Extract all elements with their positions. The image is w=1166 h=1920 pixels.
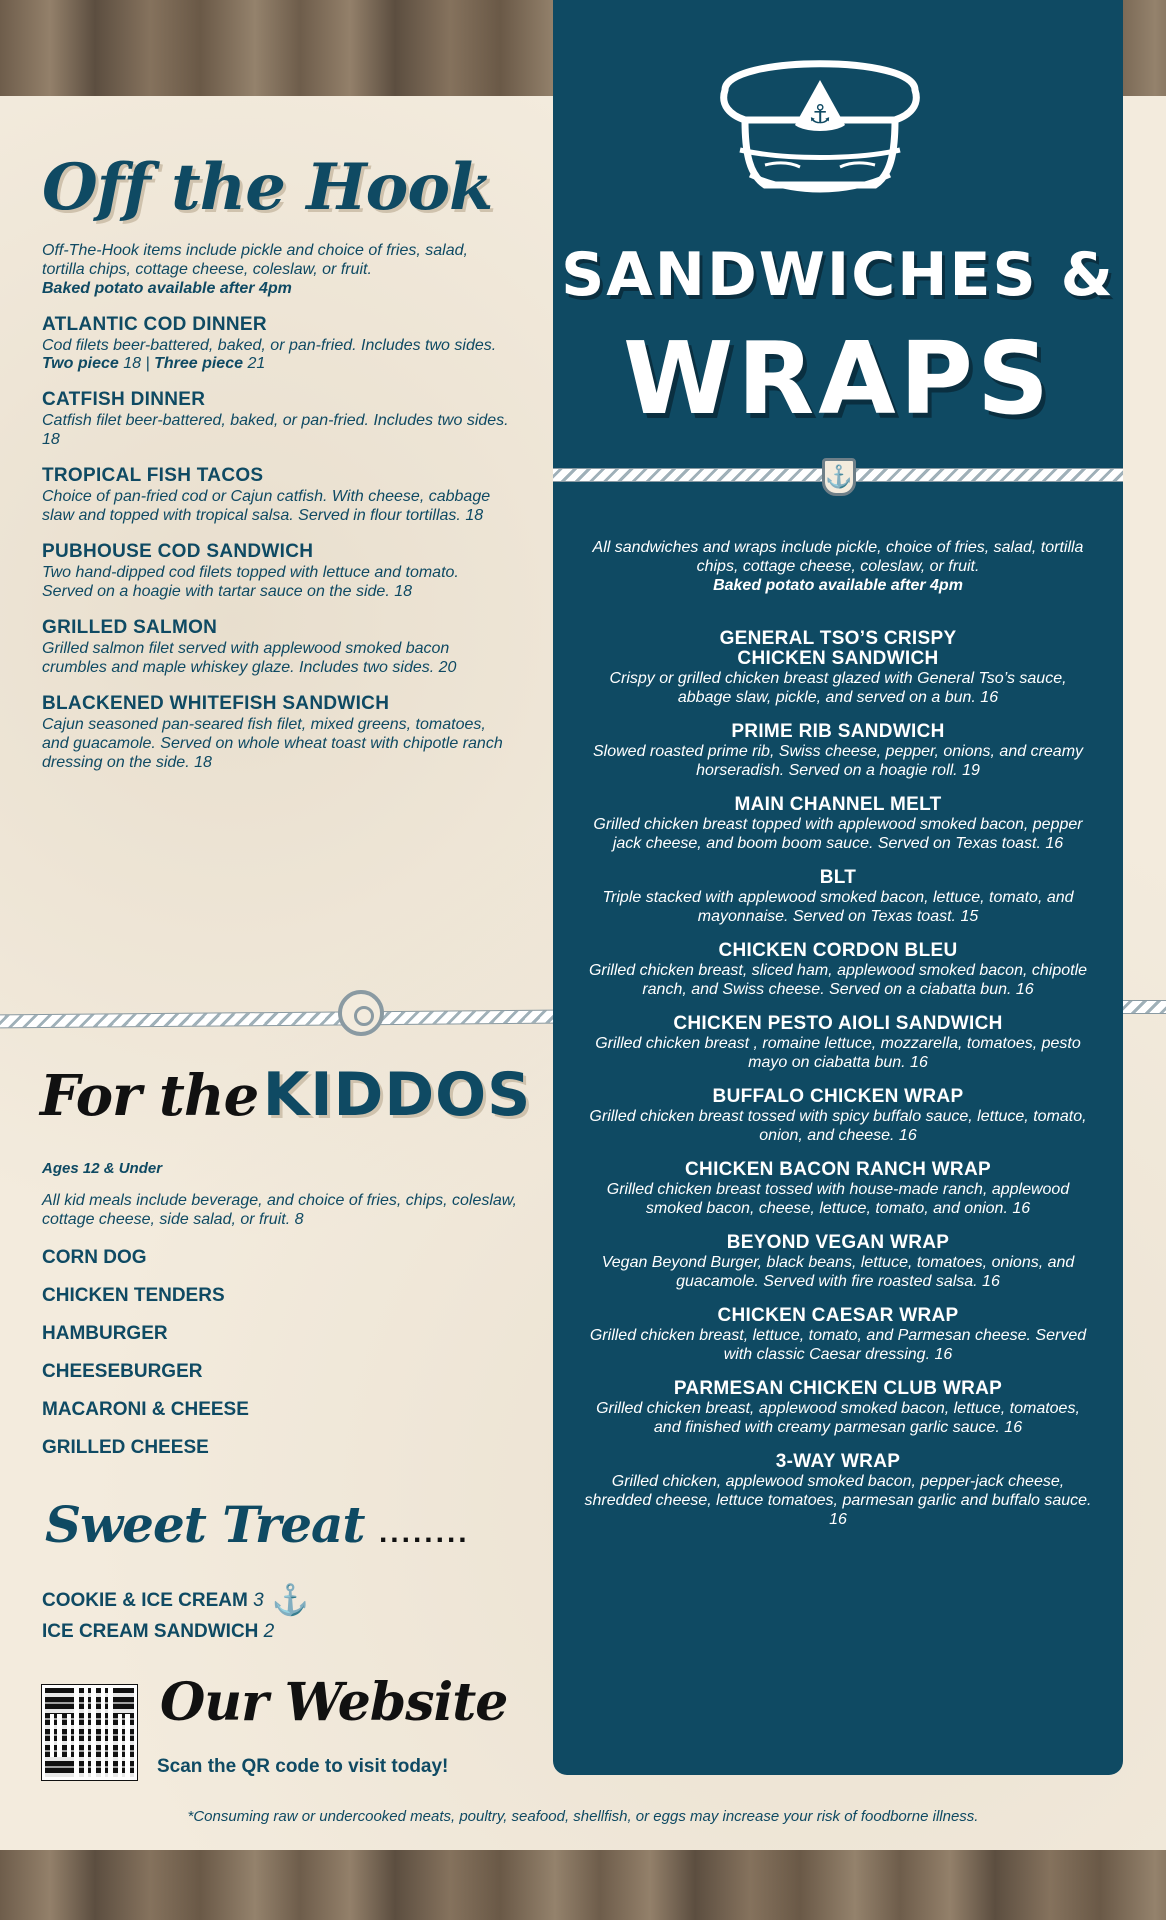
menu-item <box>42 465 512 525</box>
off-the-hook-list <box>42 314 512 772</box>
menu-item <box>42 389 512 449</box>
menu-item-name: ATLANTIC COD DINNER <box>42 314 267 335</box>
menu-item-desc: Cajun seasoned pan-seared fish filet, mixed greens, tomatoes, and guacamole. Served on whole wheat toast with chipotle ranch dressing on the side. 18 <box>42 716 503 771</box>
sandwich-item-name: CHICKEN PESTO AIOLI SANDWICH <box>673 1013 1003 1034</box>
sweet-item-name: ICE CREAM SANDWICH <box>42 1621 259 1642</box>
sandwich-item <box>553 1087 1123 1145</box>
captain-hat-icon <box>705 35 935 210</box>
sandwich-item-name: 3-WAY WRAP <box>775 1451 901 1472</box>
kids-menu-item: CORN DOG <box>42 1247 147 1268</box>
menu-item <box>42 617 512 677</box>
qr-code-icon[interactable] <box>42 1685 137 1780</box>
menu-item <box>42 314 512 373</box>
menu-item-name: TROPICAL FISH TACOS <box>42 465 264 486</box>
sandwich-item-name: PRIME RIB SANDWICH <box>731 721 945 742</box>
kiddos-intro: All kid meals include beverage, and choice of fries, chips, coleslaw, cottage cheese, side salad, or fruit. 8 <box>42 1192 517 1228</box>
sandwich-item <box>553 941 1123 999</box>
menu-item-name: BLACKENED WHITEFISH SANDWICH <box>42 693 390 714</box>
menu-item <box>42 541 512 601</box>
sandwich-item-name: CHICKEN CAESAR WRAP <box>717 1305 959 1326</box>
sandwich-item-name: GENERAL TSO’S CRISPY CHICKEN SANDWICH <box>719 628 957 669</box>
svg-text:⚓: ⚓ <box>808 100 832 130</box>
sandwich-item-name: PARMESAN CHICKEN CLUB WRAP <box>673 1378 1003 1399</box>
price-separator: | <box>141 355 155 372</box>
menu-item <box>42 693 512 772</box>
menu-item-desc: Grilled salmon filet served with applewood smoked bacon crumbles and maple whiskey glaze. Includes two sides. 20 <box>42 640 457 676</box>
sandwich-item <box>553 1160 1123 1218</box>
sandwich-item-name: CHICKEN BACON RANCH WRAP <box>685 1159 991 1180</box>
sweet-item-name: COOKIE & ICE CREAM <box>42 1590 248 1611</box>
sweet-treat-list <box>42 1583 309 1659</box>
kiddos-title <box>40 1060 531 1130</box>
sandwich-item-desc: Grilled chicken breast topped with applewood smoked bacon, pepper jack cheese, and boom boom sauce. Served on Texas toast. 16 <box>593 816 1083 852</box>
sandwich-item-desc: Slowed roasted prime rib, Swiss cheese, pepper, onions, and creamy horseradish. Served on a hoagie roll. 19 <box>592 743 1084 779</box>
menu-item-name: CATFISH DINNER <box>42 389 206 410</box>
sandwich-item <box>553 1379 1123 1437</box>
menu-item-desc: Choice of pan-fried cod or Cajun catfish. With cheese, cabbage slaw and topped with tropical salsa. Served in flour tortillas. 18 <box>42 488 491 524</box>
sandwich-item <box>553 722 1123 780</box>
sweet-treat-title: Sweet Treat ........ <box>45 1495 470 1554</box>
website-title: Our Website <box>160 1672 508 1733</box>
anchor-icon: ⚓ <box>822 458 856 496</box>
rope-divider-edge <box>1123 1000 1166 1014</box>
sandwich-item-desc: Crispy or grilled chicken breast glazed with General Tso’s sauce, abbage slaw, pickle, and served on a bun. 16 <box>609 670 1067 706</box>
kiddos-ages: Ages 12 & Under <box>42 1160 163 1177</box>
sandwich-item <box>553 1306 1123 1364</box>
sandwich-item <box>553 629 1123 707</box>
sandwich-item-name: BEYOND VEGAN WRAP <box>726 1232 950 1253</box>
website-subtitle: Scan the QR code to visit today! <box>157 1756 449 1777</box>
sandwich-item <box>553 1014 1123 1072</box>
sandwiches-list <box>553 629 1123 1529</box>
sandwich-item-name: BUFFALO CHICKEN WRAP <box>712 1086 964 1107</box>
sandwich-item <box>553 795 1123 853</box>
kiddos-list <box>42 1247 522 1475</box>
sweet-item-price: 2 <box>263 1621 275 1642</box>
sweet-item-price: 3 <box>253 1590 264 1611</box>
off-the-hook-section <box>42 150 512 772</box>
sandwich-item-desc: Grilled chicken breast, sliced ham, applewood smoked bacon, chipotle ranch, and Swiss cheese. Served on a ciabatta bun. 16 <box>588 962 1088 998</box>
kiddos-title-script: For the <box>40 1063 259 1129</box>
sandwich-item-name: MAIN CHANNEL MELT <box>734 794 942 815</box>
sandwich-item-desc: Grilled chicken breast tossed with spicy buffalo sauce, lettuce, tomato, onion, and cheese. 16 <box>589 1108 1087 1144</box>
sandwiches-title-line1: SANDWICHES & <box>561 240 1115 310</box>
sandwich-item-desc: Vegan Beyond Burger, black beans, lettuce, tomatoes, onions, and guacamole. Served with fire roasted salsa. 16 <box>601 1254 1075 1290</box>
sandwich-item-desc: Grilled chicken breast , romaine lettuce, mozzarella, tomatoes, pesto mayo on ciabatta bun. 16 <box>595 1035 1081 1071</box>
two-piece-label: Two piece <box>42 355 119 372</box>
kiddos-section <box>42 1160 522 1475</box>
sandwich-item-name: BLT <box>819 867 857 888</box>
sandwiches-title-line2: WRAPS <box>622 320 1053 437</box>
off-the-hook-intro: Off-The-Hook items include pickle and choice of fries, salad, tortilla chips, cottage cheese, coleslaw, or fruit. Baked potato available after 4pm <box>42 242 468 297</box>
sandwich-item-name: CHICKEN CORDON BLEU <box>718 940 958 961</box>
two-piece-price: 18 <box>123 355 142 372</box>
kids-menu-item: CHEESEBURGER <box>42 1361 203 1382</box>
sandwiches-section <box>553 538 1123 1544</box>
foodborne-illness-disclaimer: *Consuming raw or undercooked meats, poultry, seafood, shellfish, or eggs may increase your risk of foodborne illness. <box>187 1808 979 1825</box>
sandwich-item <box>553 868 1123 926</box>
sandwich-item-desc: Grilled chicken breast tossed with house-made ranch, applewood smoked bacon, cheese, lettuce, tomato, and onion. 16 <box>606 1181 1070 1217</box>
three-piece-label: Three piece <box>154 355 243 372</box>
menu-item-desc: Cod filets beer-battered, baked, or pan-fried. Includes two sides. <box>42 337 497 354</box>
kids-menu-item: GRILLED CHEESE <box>42 1437 209 1458</box>
sandwich-item-desc: Grilled chicken breast, lettuce, tomato, and Parmesan cheese. Served with classic Caesar dressing. 16 <box>589 1327 1087 1363</box>
ship-wheel-icon <box>338 990 384 1036</box>
kiddos-title-bold: KIDDOS <box>262 1060 532 1130</box>
off-the-hook-title: Off the Hook <box>42 150 493 225</box>
sandwich-item-desc: Grilled chicken, applewood smoked bacon, pepper-jack cheese, shredded cheese, lettuce tomatoes, parmesan garlic and buffalo sauce. 16 <box>584 1473 1092 1528</box>
sandwich-item-desc: Grilled chicken breast, applewood smoked bacon, lettuce, tomatoes, and finished with creamy parmesan garlic sauce. 16 <box>596 1400 1080 1436</box>
wood-background-bottom <box>0 1850 1166 1920</box>
menu-item-name: PUBHOUSE COD SANDWICH <box>42 541 314 562</box>
kids-menu-item: CHICKEN TENDERS <box>42 1285 225 1306</box>
menu-item-name: GRILLED SALMON <box>42 617 218 638</box>
cod-price-line <box>42 355 512 373</box>
three-piece-price: 21 <box>247 355 266 372</box>
sandwiches-intro: All sandwiches and wraps include pickle, choice of fries, salad, tortilla chips, cottage cheese, coleslaw, or fruit. Baked potato available after 4pm <box>592 539 1084 594</box>
menu-item-desc: Two hand-dipped cod filets topped with lettuce and tomato. Served on a hoagie with tartar sauce on the side. 18 <box>42 564 459 600</box>
sweet-menu-item <box>42 1621 309 1659</box>
kids-menu-item: HAMBURGER <box>42 1323 168 1344</box>
sandwich-item <box>553 1452 1123 1529</box>
sandwich-item <box>553 1233 1123 1291</box>
anchor-icon: ⚓ <box>271 1584 310 1617</box>
sweet-menu-item <box>42 1583 309 1621</box>
sandwich-item-desc: Triple stacked with applewood smoked bacon, lettuce, tomato, and mayonnaise. Served on Texas toast. 15 <box>602 889 1074 925</box>
kids-menu-item: MACARONI & CHEESE <box>42 1399 249 1420</box>
menu-item-desc: Catfish filet beer-battered, baked, or pan-fried. Includes two sides. 18 <box>42 412 509 448</box>
